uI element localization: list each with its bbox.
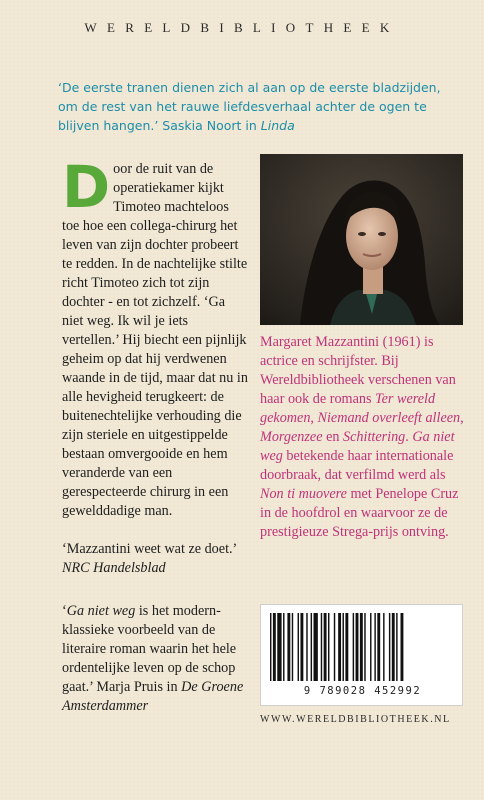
bio-book-title: Morgenzee [260, 429, 323, 445]
barcode-bar [277, 613, 281, 681]
barcode-bar [306, 613, 307, 681]
review-quote [58, 78, 463, 135]
bio-book-title: Ga niet weg [260, 429, 455, 464]
barcode-bar [353, 613, 354, 681]
barcode-bar [298, 613, 299, 681]
barcode-bar [345, 613, 348, 681]
barcode-bar [300, 613, 303, 681]
barcode-bar [324, 613, 327, 681]
barcode-bar [287, 613, 290, 681]
drop-cap: D [62, 153, 111, 221]
barcode-bar [383, 613, 384, 681]
press-quote-source: NRC Handelsblad [62, 560, 166, 576]
barcode-bar [273, 613, 276, 681]
barcode-bar [370, 613, 371, 681]
barcode-bar [283, 613, 284, 681]
author-bio [260, 333, 468, 542]
bio-book-title: Ter wereld gekomen [260, 391, 436, 426]
barcode-bar [311, 613, 312, 681]
barcode-bar [396, 613, 397, 681]
bio-separator: , [310, 410, 318, 426]
barcode-bar [356, 613, 359, 681]
barcode-bar [270, 613, 271, 681]
bio-separator: , [460, 410, 464, 426]
barcode-bar [321, 613, 322, 681]
barcode-bar [292, 613, 293, 681]
bio-text: met Penelope Cruz in de hoofdrol en waarvoor ze de prestigieuze Strega-prijs ontving. [260, 486, 459, 540]
barcode-bar [392, 613, 395, 681]
press-quote-groene: ‘Ga niet weg is het modern-klassieke voorbeeld van de literaire roman waarin het hele ordentelijke leven op de schop gaat.’ Marja Pruis in De Groene Amsterdammer [62, 603, 244, 714]
barcode-bar [389, 613, 390, 681]
barcode-bars [270, 613, 455, 681]
barcode-bar [343, 613, 344, 681]
bio-book-title: Niemand overleeft alleen [317, 410, 461, 426]
barcode-bar [328, 613, 329, 681]
isbn-number: 9 789028 452992 [303, 685, 422, 697]
book-blurb [62, 153, 248, 521]
bio-separator: en [322, 429, 344, 445]
press-quote-text: is het modern-klassieke voorbeeld van de literaire roman waarin het hele ordentelijke leven op de schop gaat.’ Marja Pruis in [62, 603, 237, 695]
blurb-text: oor de ruit van de operatiekamer kijkt Timoteo machteloos toe hoe een collega-chirurg het leven van zijn dochter probeert te redden. In de nachtelijke stilte richt Timoteo zich tot zijn dochter - en tot zichzelf. ‘Ga niet weg. Ik wil je iets vertellen.’ Hij biecht een pijnlijk geheim op dat hij verdwenen waande in de tijd, maar dat nu in alle hevigheid terugkeert: de buitenechtelijke verhouding die zijn steriele en uitgestippelde bestaan omvergooide en hem veranderde van een gerespecteerde chirurg in een gewelddadige man. [62, 161, 248, 519]
barcode-bar [334, 613, 335, 681]
barcode-bar [360, 613, 363, 681]
barcode-bar [374, 613, 375, 681]
series-title: WERELDBIBLIOTHEEK [84, 20, 400, 35]
press-quote-book-title: Ga niet weg [66, 603, 136, 619]
bio-text: betekende haar internationale doorbraak, dat verfilmd werd als [260, 448, 454, 483]
bio-film-title: Non ti muovere [260, 486, 347, 502]
barcode-bar [338, 613, 341, 681]
review-quote-source: Linda [260, 118, 295, 133]
barcode-bar [364, 613, 365, 681]
bio-book-title: Schittering [343, 429, 406, 445]
bio-text: Margaret Mazzantini (1961) is actrice en schrijfster. Bij Wereldbibliotheek verschenen van haar ook de romans [260, 334, 456, 407]
website-url: WWW.WERELDBIBLIOTHEEK.NL [260, 714, 451, 725]
barcode-bar [401, 613, 404, 681]
isbn-barcode [260, 604, 463, 706]
review-quote-text: ‘De eerste tranen dienen zich al aan op de eerste bladzijden, om de rest van het rauwe liefdesverhaal achter de ogen te blijven hangen.’ Saskia Noort in [58, 80, 441, 133]
press-quote-nrc [62, 540, 252, 578]
barcode-bar [377, 613, 380, 681]
press-quote-source: De Groene Amsterdammer [62, 679, 244, 714]
press-quote-text: ‘Mazzantini weet wat ze doet.’ [62, 541, 238, 557]
author-portrait-image [260, 154, 463, 325]
bio-text: . [405, 429, 413, 445]
author-photo [260, 154, 463, 325]
barcode-bar [314, 613, 318, 681]
